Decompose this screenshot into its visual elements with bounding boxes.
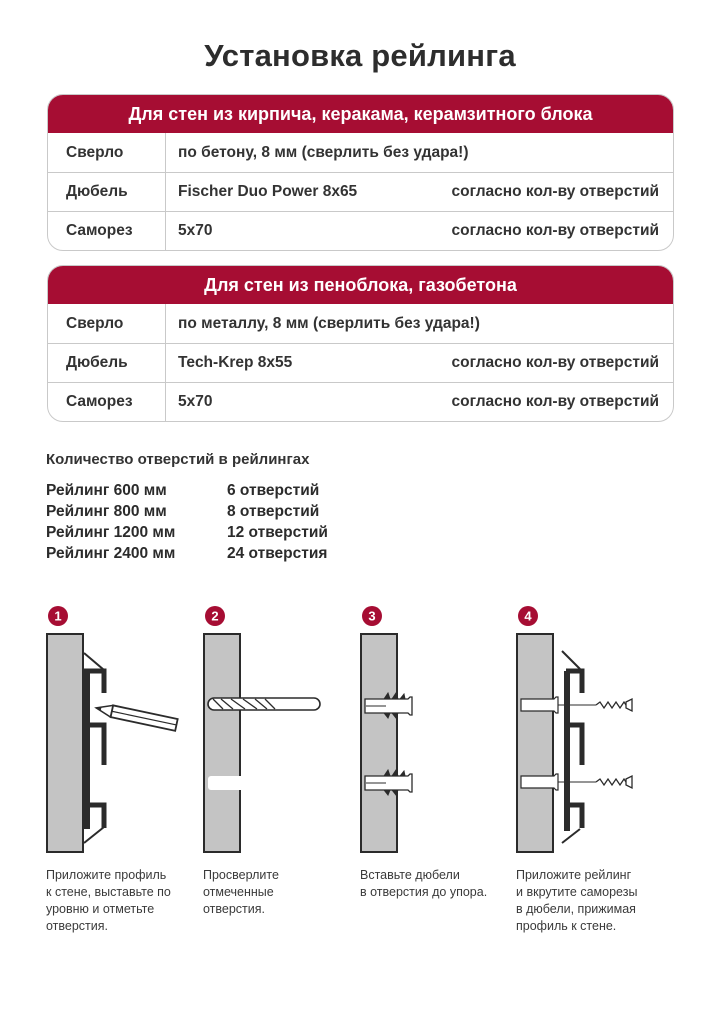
hole-count: 24 отверстия — [227, 545, 328, 562]
row-value: по металлу, 8 мм (сверлить без удара!) — [178, 314, 480, 332]
row-note: согласно кол-ву отверстий — [451, 393, 659, 410]
text-line: Просверлите — [203, 868, 279, 882]
row-value: 5x70 — [178, 393, 213, 410]
row-label: Дюбель — [48, 173, 166, 211]
holes-row — [46, 543, 328, 564]
wall — [517, 634, 553, 852]
step-4-text — [516, 867, 676, 935]
wall-profile-pencil-icon — [46, 605, 206, 855]
text-line: Приложите профиль — [46, 868, 167, 882]
text-line: к стене, выставьте по — [46, 885, 171, 899]
pencil-icon — [95, 702, 178, 731]
text-line: Вставьте дюбели — [360, 868, 460, 882]
table-row — [48, 133, 673, 172]
row-value: по бетону, 8 мм (сверлить без удара!) — [178, 143, 469, 161]
step-3 — [360, 605, 520, 899]
row-label: Саморез — [48, 212, 166, 250]
railing-length: Рейлинг 600 мм — [46, 482, 167, 499]
table-row — [48, 304, 673, 343]
step-number: 1 — [54, 608, 62, 624]
text-line: отверстия. — [203, 902, 266, 916]
row-note: согласно кол-ву отверстий — [451, 222, 659, 239]
text-line: в дюбели, прижимая — [516, 902, 636, 916]
holes-row — [46, 480, 328, 501]
row-label: Сверло — [48, 133, 166, 172]
table-row — [48, 382, 673, 421]
hole-count: 8 отверстий — [227, 503, 320, 520]
spec-table-brick — [47, 94, 674, 251]
wall-profile-screws-icon — [516, 605, 676, 855]
drill-bit-icon — [208, 698, 320, 710]
row-value: Tech-Krep 8x55 — [178, 354, 293, 371]
hole-count: 6 отверстий — [227, 482, 320, 499]
table-row — [48, 211, 673, 250]
text-line: уровню и отметьте — [46, 902, 155, 916]
drilled-hole — [208, 776, 245, 790]
wall — [47, 634, 83, 852]
step-1 — [46, 605, 206, 933]
wall-dowels-icon — [360, 605, 520, 855]
row-note: согласно кол-ву отверстий — [451, 354, 659, 371]
holes-title: Количество отверстий в рейлингах — [46, 451, 310, 468]
holes-section — [46, 451, 328, 564]
spec-table-header: Для стен из пеноблока, газобетона — [48, 266, 673, 304]
text-line: Приложите рейлинг — [516, 868, 632, 882]
holes-row — [46, 522, 328, 543]
page-title: Установка рейлинга — [204, 38, 516, 73]
step-2-text — [203, 867, 363, 918]
spec-table-header: Для стен из кирпича, керакама, керамзитного блока — [48, 95, 673, 133]
spec-table-foam-block — [47, 265, 674, 422]
step-3-text — [360, 867, 520, 901]
table-row — [48, 343, 673, 382]
text-line: профиль к стене. — [516, 919, 617, 933]
step-number: 2 — [211, 608, 219, 624]
railing-length: Рейлинг 2400 мм — [46, 545, 176, 562]
text-line: и вкрутите саморезы — [516, 885, 638, 899]
railing-length: Рейлинг 1200 мм — [46, 524, 176, 541]
row-value: 5x70 — [178, 222, 213, 239]
wall — [204, 634, 240, 852]
row-label: Дюбель — [48, 344, 166, 382]
row-value: Fischer Duo Power 8x65 — [178, 183, 358, 200]
holes-row — [46, 501, 328, 522]
step-number: 4 — [524, 608, 532, 624]
table-row — [48, 172, 673, 211]
step-1-text — [46, 867, 206, 935]
text-line: отверстия. — [46, 919, 109, 933]
row-label: Сверло — [48, 304, 166, 343]
step-number: 3 — [368, 608, 376, 624]
row-label: Саморез — [48, 383, 166, 421]
railing-length: Рейлинг 800 мм — [46, 503, 167, 520]
step-4 — [516, 605, 676, 933]
row-note: согласно кол-ву отверстий — [451, 183, 659, 200]
wall-drill-icon — [203, 605, 363, 855]
hole-count: 12 отверстий — [227, 524, 328, 541]
text-line: в отверстия до упора. — [360, 885, 488, 899]
wall — [361, 634, 397, 852]
step-2 — [203, 605, 363, 916]
text-line: отмеченные — [203, 885, 274, 899]
